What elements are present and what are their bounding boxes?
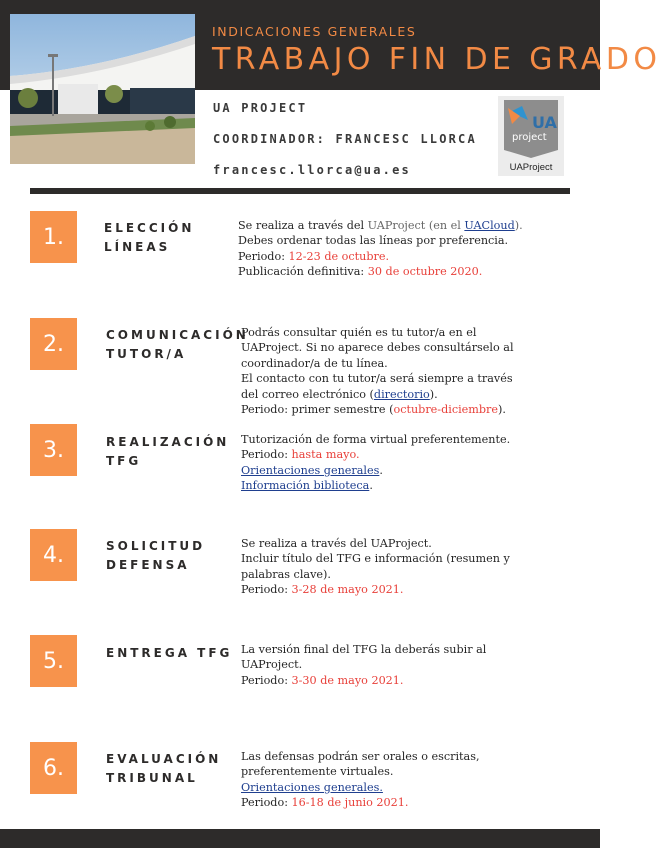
step-2-description xyxy=(241,325,514,417)
step-5-line-1: La versión final del TFG la deberás subir al xyxy=(241,643,487,656)
step-3-description xyxy=(241,432,510,494)
step-1-line-4: Publicación definitiva: 30 de octubre 2020. xyxy=(238,265,483,279)
step-2-line-1: Podrás consultar quién es tu tutor/a en el xyxy=(241,326,477,339)
step-2-line-2: UAProject. Si no aparece debes consultárselo al xyxy=(241,341,514,355)
coordinator: COORDINADOR: FRANCESC LLORCA xyxy=(213,132,477,146)
step-2-number: 2. xyxy=(30,318,77,370)
step-3-number: 3. xyxy=(30,424,77,476)
page-title: TRABAJO FIN DE GRADO xyxy=(212,42,661,77)
step-4-number: 4. xyxy=(30,529,77,581)
biblioteca-link[interactable]: Información biblioteca xyxy=(241,479,370,493)
section-divider xyxy=(30,188,570,194)
step-3-line-4: Información biblioteca. xyxy=(241,479,373,493)
step-1-line-2: Debes ordenar todas las líneas por preferencia. xyxy=(238,234,509,248)
step-4-description xyxy=(241,536,510,598)
step-6-number: 6. xyxy=(30,742,77,794)
step-1-description xyxy=(238,218,523,280)
step-6-line-1: Las defensas podrán ser orales o escritas, xyxy=(241,750,480,763)
step-4-line-3: palabras clave). xyxy=(241,567,331,581)
uacloud-link[interactable]: UACloud xyxy=(464,219,515,232)
step-4-line-4: Periodo: 3-28 de mayo 2021. xyxy=(241,583,404,597)
uaproject-logo xyxy=(498,96,564,176)
project-name: UA PROJECT xyxy=(213,101,308,115)
orientaciones-link-1[interactable]: Orientaciones generales xyxy=(241,463,380,477)
step-2-label: COMUNICACIÓN TUTOR/A xyxy=(106,328,249,361)
step-2-line-5: del correo electrónico (directorio). xyxy=(241,387,438,401)
step-2-line-4: El contacto con tu tutor/a será siempre a través xyxy=(241,372,513,386)
step-1-line-3: Periodo: 12-23 de octubre. xyxy=(238,249,390,263)
directorio-link[interactable]: directorio xyxy=(373,387,430,401)
step-1-number: 1. xyxy=(30,211,77,263)
step-3-label: REALIZACIÓN TFG xyxy=(106,435,230,468)
step-3-line-3: Orientaciones generales. xyxy=(241,463,383,477)
uaproject-logo-icon xyxy=(502,98,560,160)
logo-mark: UA xyxy=(532,113,557,132)
step-3-line-1: Tutorización de forma virtual preferentemente. xyxy=(241,433,511,446)
step-3-line-2: Periodo: hasta mayo. xyxy=(241,448,360,462)
step-6-line-4: Periodo: 16-18 de junio 2021. xyxy=(241,796,409,810)
step-1-label: ELECCIÓN LÍNEAS xyxy=(104,221,195,254)
logo-caption: UAProject xyxy=(509,162,553,173)
step-6-description xyxy=(241,749,480,811)
step-5-number: 5. xyxy=(30,635,77,687)
header-subtitle: INDICACIONES GENERALES xyxy=(212,24,417,39)
step-6-label: EVALUACIÓN TRIBUNAL xyxy=(106,752,222,785)
orientaciones-link-2[interactable]: Orientaciones generales. xyxy=(241,780,383,794)
coordinator-email[interactable]: francesc.llorca@ua.es xyxy=(213,163,411,177)
step-5-line-3: Periodo: 3-30 de mayo 2021. xyxy=(241,673,404,687)
step-4-line-1: Se realiza a través del UAProject. xyxy=(241,537,432,550)
logo-text: project xyxy=(512,132,547,143)
step-6-line-2: preferentemente virtuales. xyxy=(241,765,394,779)
step-5-line-2: UAProject. xyxy=(241,658,303,672)
step-2-line-3: coordinador/a de tu línea. xyxy=(241,356,388,370)
step-5-label: ENTREGA TFG xyxy=(106,646,233,660)
step-4-label: SOLICITUD DEFENSA xyxy=(106,539,206,572)
step-2-line-6: Periodo: primer semestre (octubre-diciembre). xyxy=(241,403,506,417)
building-photo xyxy=(10,14,195,164)
step-5-description xyxy=(241,642,486,688)
step-1-line-1: Se realiza a través del UAProject (en el UACloud). xyxy=(238,219,523,232)
step-4-line-2: Incluir título del TFG e información (resumen y xyxy=(241,552,510,566)
footer-band xyxy=(0,829,600,848)
